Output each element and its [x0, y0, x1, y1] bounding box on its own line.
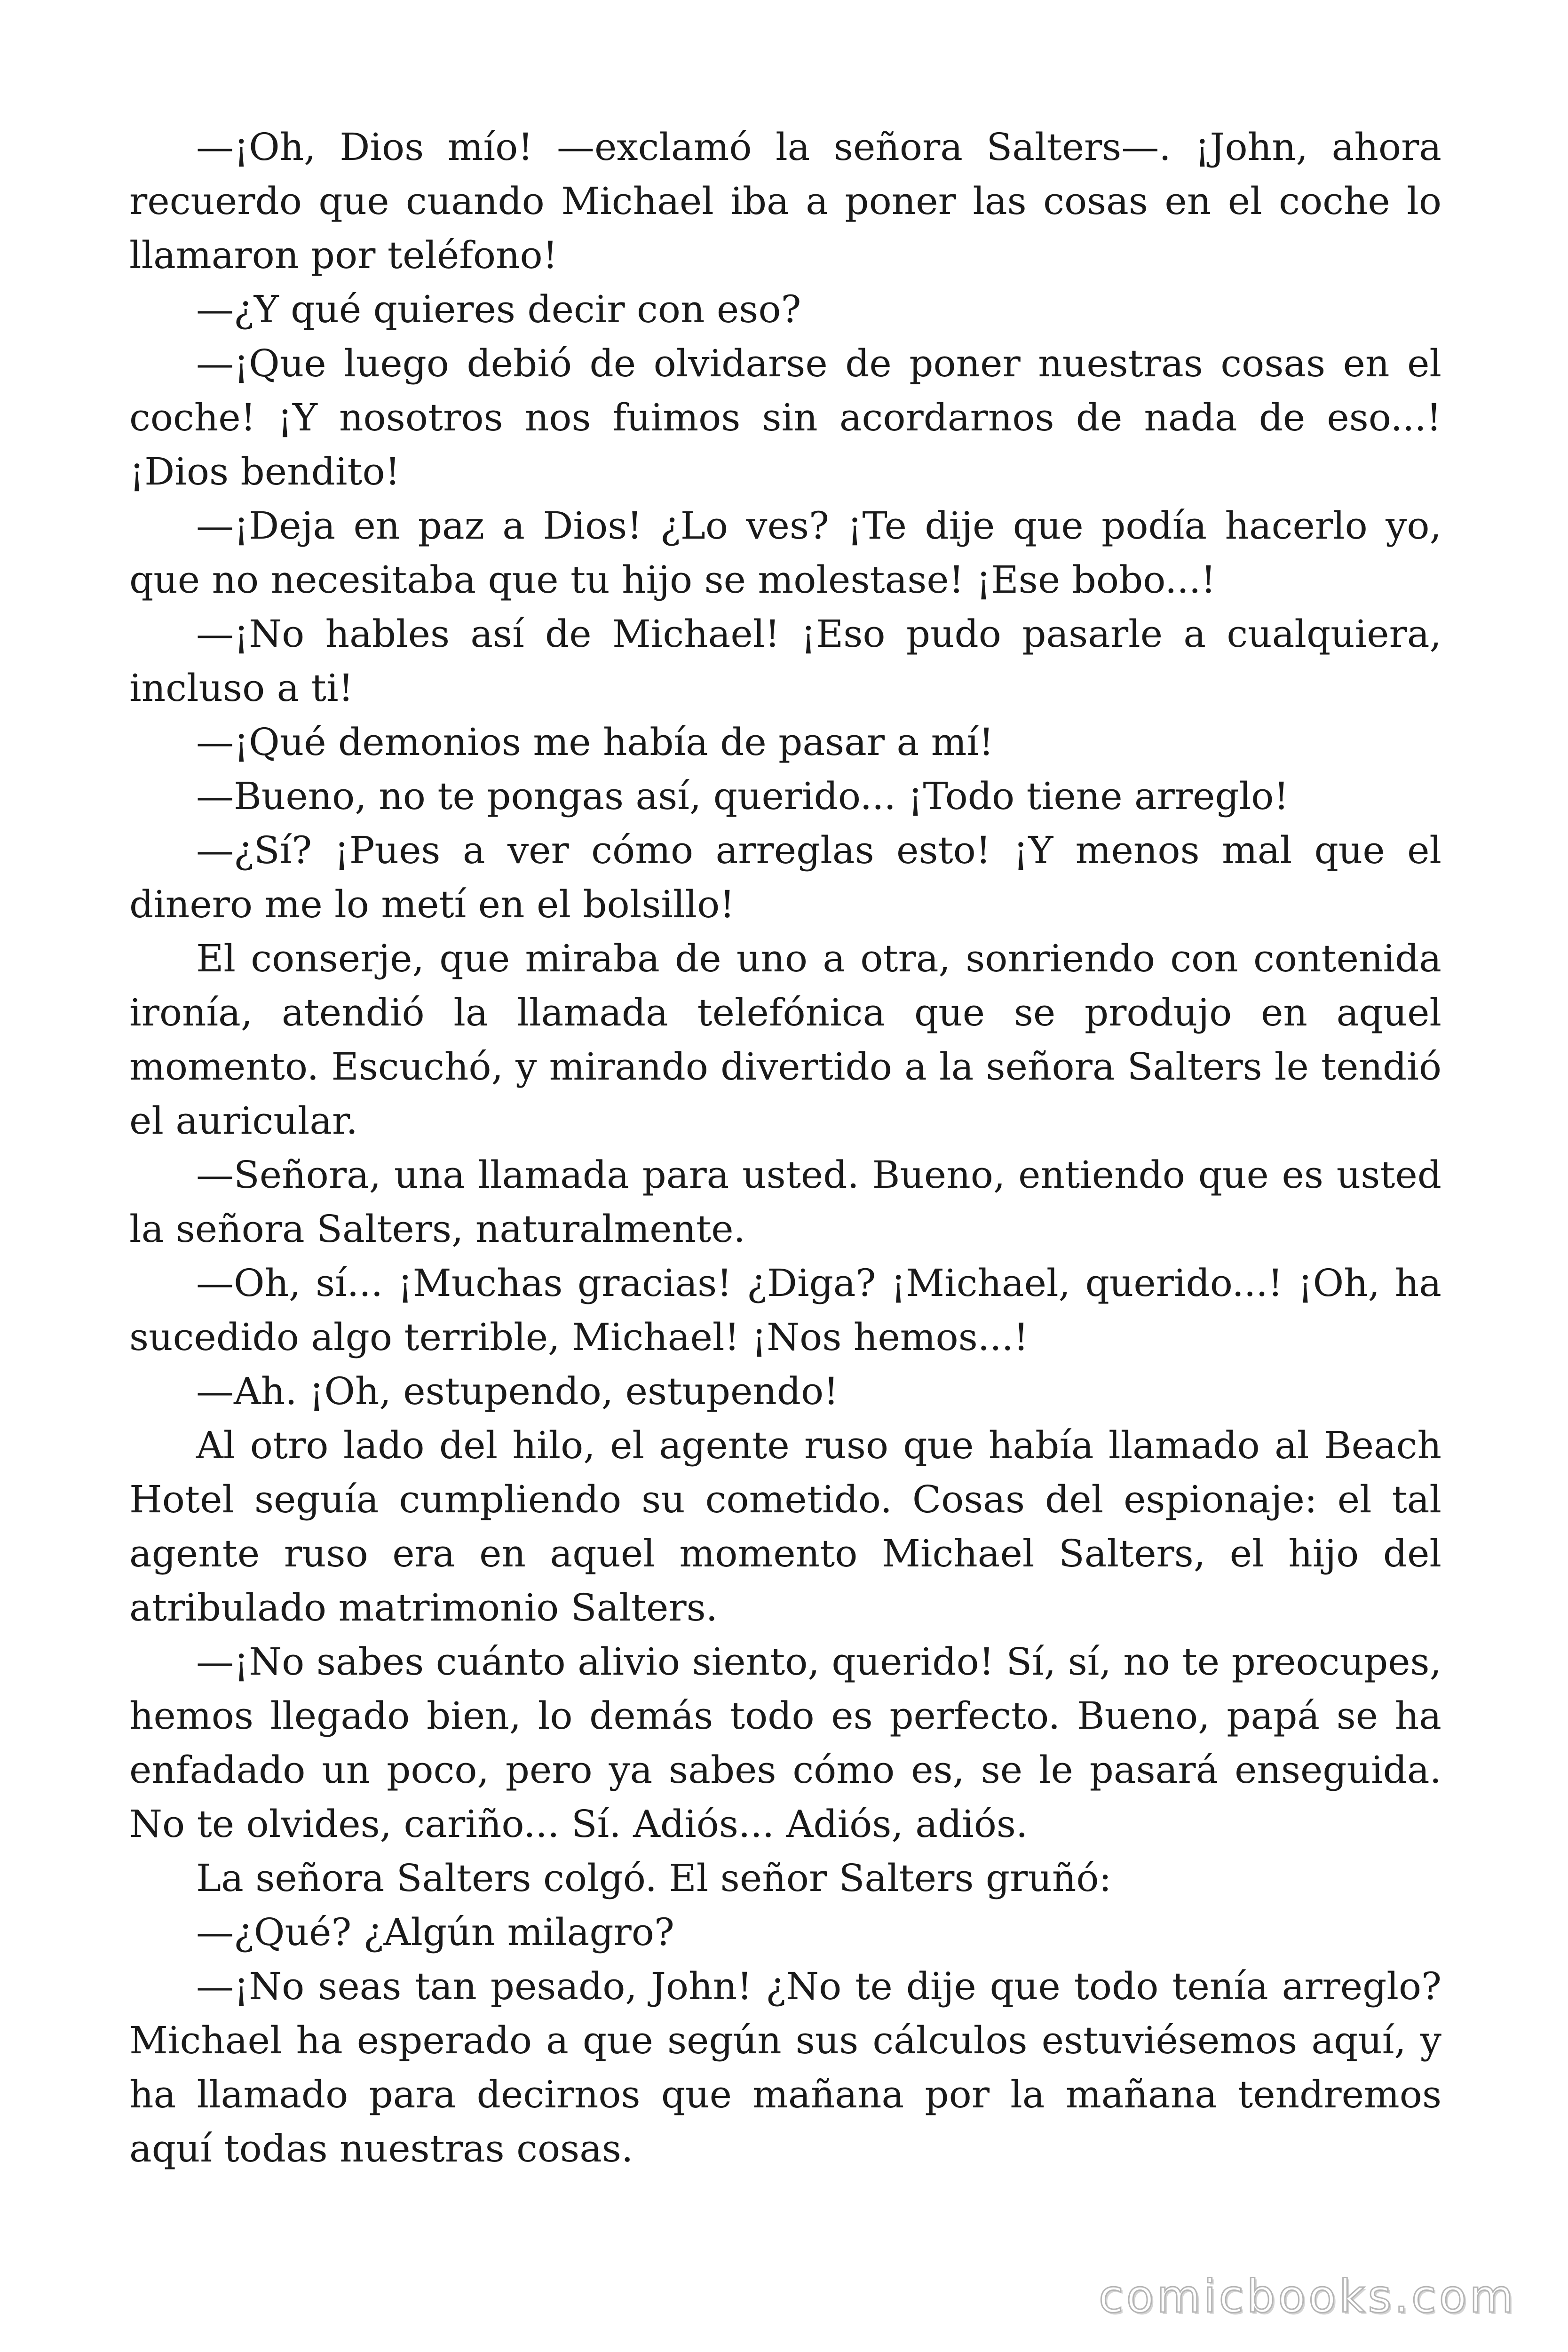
- paragraph: —¡No hables así de Michael! ¡Eso pudo pasarle a cualquiera, incluso a ti!: [129, 612, 1441, 710]
- paragraph: —Bueno, no te pongas así, querido... ¡Todo tiene arreglo!: [196, 774, 1289, 818]
- paragraph: —¡Que luego debió de olvidarse de poner nuestras cosas en el coche! ¡Y nosotros nos fuimos sin acordarnos de nada de eso...! ¡Dios bendito!: [129, 342, 1441, 493]
- paragraph: —Oh, sí... ¡Muchas gracias! ¿Diga? ¡Michael, querido...! ¡Oh, ha sucedido algo terrible, Michael! ¡Nos hemos...!: [129, 1261, 1441, 1359]
- paragraph: Al otro lado del hilo, el agente ruso que había llamado al Beach Hotel seguía cumpliendo su cometido. Cosas del espionaje: el tal agente ruso era en aquel momento Michael Salters, el hijo del atribulado matrimonio Salters.: [129, 1423, 1441, 1629]
- paragraph: —Ah. ¡Oh, estupendo, estupendo!: [196, 1369, 839, 1413]
- watermark: comicbooks.com: [1098, 2270, 1516, 2323]
- paragraph: —¡No seas tan pesado, John! ¿No te dije que todo tenía arreglo? Michael ha esperado a que según sus cálculos estuviésemos aquí, y ha llamado para decirnos que mañana por la mañana tendremos aquí todas nuestras cosas.: [129, 1964, 1441, 2170]
- paragraph: —¿Sí? ¡Pues a ver cómo arreglas esto! ¡Y menos mal que el dinero me lo metí en el bolsillo!: [129, 828, 1441, 926]
- paragraph: —¿Qué? ¿Algún milagro?: [196, 1910, 674, 1954]
- paragraph: El conserje, que miraba de uno a otra, sonriendo con contenida ironía, atendió la llamada telefónica que se produjo en aquel momento. Escuchó, y mirando divertido a la señora Salters le tendió el auricular.: [129, 937, 1441, 1143]
- paragraph: —¡Oh, Dios mío! —exclamó la señora Salters—. ¡John, ahora recuerdo que cuando Michael iba a poner las cosas en el coche lo llamaron por teléfono!: [129, 125, 1441, 277]
- body-text: [129, 120, 1441, 2176]
- paragraph: —Señora, una llamada para usted. Bueno, entiendo que es usted la señora Salters, naturalmente.: [129, 1153, 1441, 1251]
- paragraph: —¡No sabes cuánto alivio siento, querido! Sí, sí, no te preocupes, hemos llegado bien, lo demás todo es perfecto. Bueno, papá se ha enfadado un poco, pero ya sabes cómo es, se le pasará enseguida. No te olvides, cariño... Sí. Adiós... Adiós, adiós.: [129, 1640, 1441, 1846]
- paragraph: —¡Deja en paz a Dios! ¿Lo ves? ¡Te dije que podía hacerlo yo, que no necesitaba que tu hijo se molestase! ¡Ese bobo...!: [129, 504, 1441, 602]
- paragraph: —¿Y qué quieres decir con eso?: [196, 287, 801, 331]
- paragraph: La señora Salters colgó. El señor Salters gruñó:: [196, 1856, 1112, 1900]
- paragraph: —¡Qué demonios me había de pasar a mí!: [196, 720, 994, 764]
